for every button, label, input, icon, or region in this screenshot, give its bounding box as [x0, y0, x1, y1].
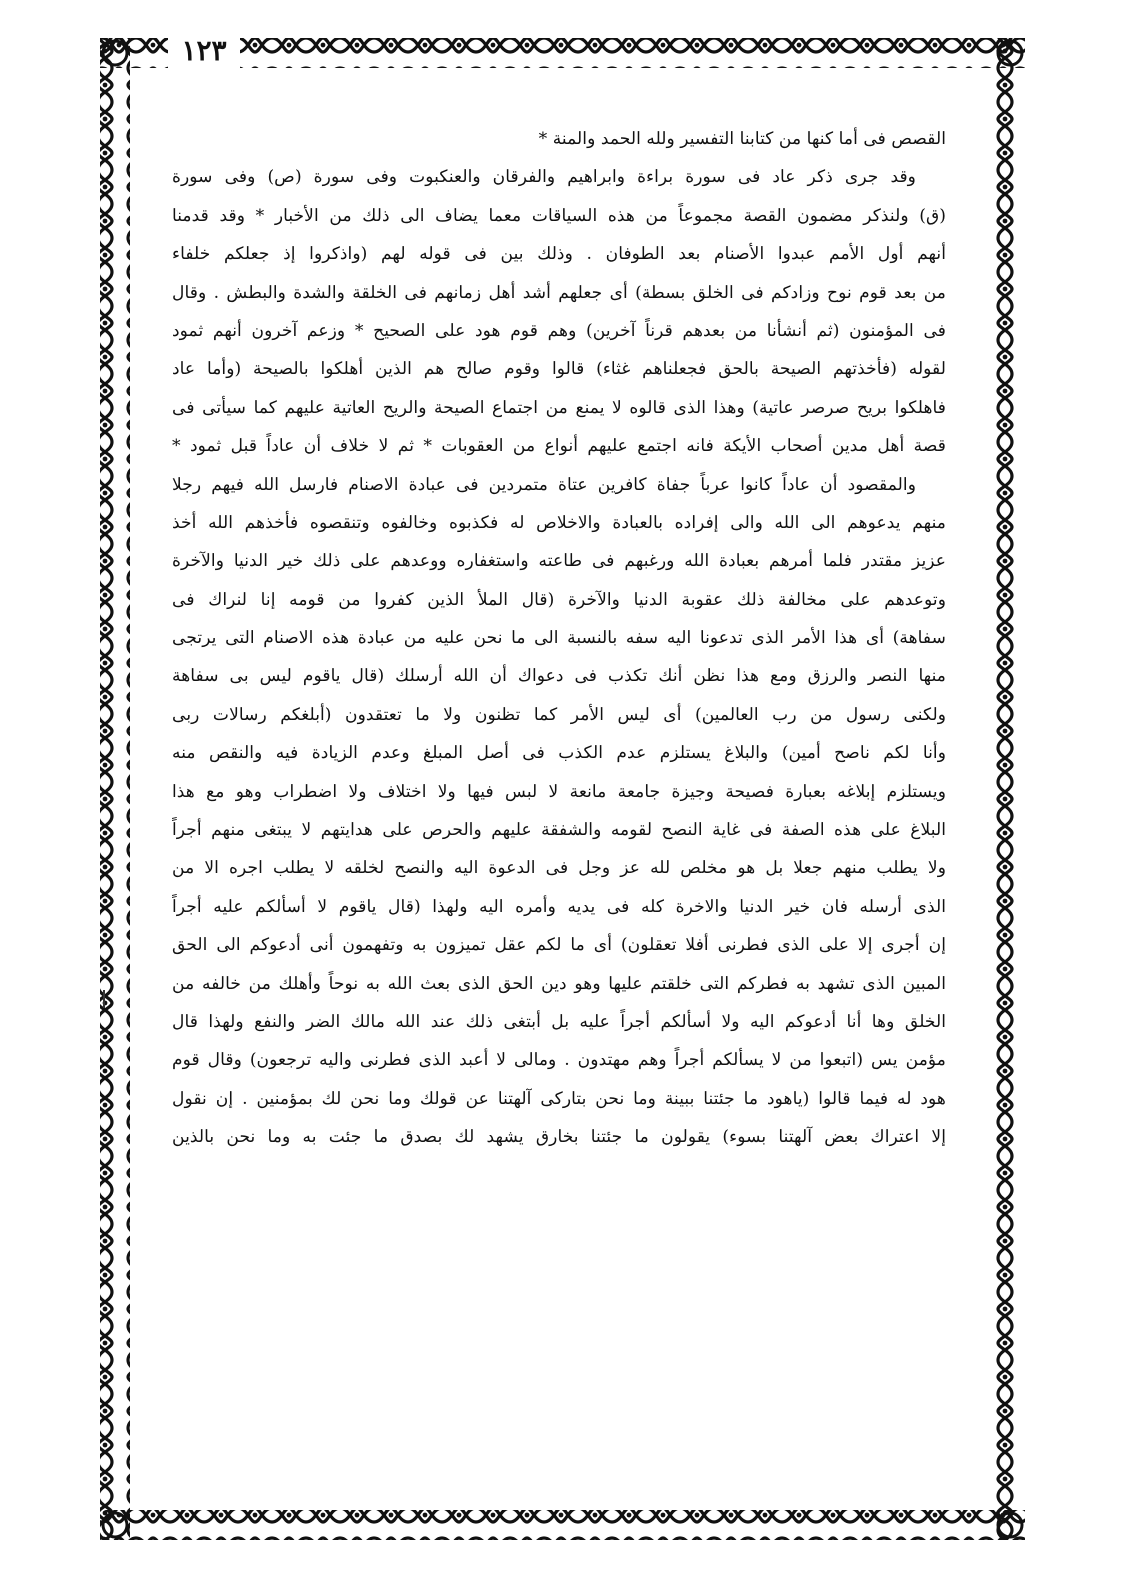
text-line: منهم يدعوهم الى الله والى إفراده بالعبادة والاخلاص له فكذبوه وخالفوه وتنقصوه فأخذهم الله أخذ — [172, 512, 946, 533]
text-line: ولكنى رسول من رب العالمين) أى ليس الأمر كما تظنون ولا ما تعتقدون (أبلغكم رسالات ربى — [172, 704, 946, 725]
text-line: إن أجرى إلا على الذى فطرنى أفلا تعقلون) أى ما لكم عقل تميزون به وتفهمون أنى أدعوكم الى الحق — [172, 935, 946, 956]
text-line: أنهم أول الأمم عبدوا الأصنام بعد الطوفان . وذلك بين فى قوله لهم (واذكروا إذ جعلكم خلفاء — [172, 244, 946, 265]
text-line: (ق) ولنذكر مضمون القصة مجموعاً من هذه السياقات معما يضاف الى ذلك من الأخبار * وقد قدمنا — [172, 205, 946, 226]
text-line: قصة أهل مدين أصحاب الأيكة فانه اجتمع عليهم أنواع من العقوبات * ثم لا خلاف أن عاداً قبل ثمود * — [172, 436, 946, 457]
page-number: ١٢٣ — [168, 32, 240, 70]
text-line: وقد جرى ذكر عاد فى سورة براءة وابراهيم والفرقان والعنكبوت وفى سورة (ص) وفى سورة — [172, 167, 916, 188]
margin-mark — [103, 990, 105, 1008]
text-line: وأنا لكم ناصح أمين) والبلاغ يستلزم عدم الكذب فى أصل المبلغ وعدم الزيادة فيه والنقص منه — [172, 743, 946, 764]
text-line: وتوعدهم على مخالفة ذلك عقوبة الدنيا والآخرة (قال الملأ الذين كفروا من قومه إنا لنراك فى — [172, 589, 946, 610]
text-line: فى المؤمنون (ثم أنشأنا من بعدهم قرناً آخرين) وهم قوم هود على الصحيح * وزعم آخرون أنهم ثمود — [172, 320, 946, 341]
text-line: فاهلكوا بريح صرصر عاتية) وهذا الذى قالوه لا يمنع من اجتماع الصيحة والريح العاتية عليهم كما سيأتى فى — [172, 397, 946, 418]
text-line: والمقصود أن عاداً كانوا عرباً جفاة كافرين عتاة متمردين فى عبادة الاصنام فارسل الله فيهم رجلا — [172, 474, 916, 495]
text-line: عزيز مقتدر فلما أمرهم بعبادة الله ورغبهم فى طاعته واستغفاره ووعدهم على ذلك خير الدنيا والآخرة — [172, 551, 946, 572]
page-text — [172, 120, 946, 1505]
text-line: مؤمن يس (اتبعوا من لا يسألكم أجراً وهم مهتدون . ومالى لا أعبد الذى فطرنى واليه ترجعون) وقال قوم — [172, 1050, 946, 1071]
text-line: ولا يطلب منهم جعلا بل هو مخلص لله عز وجل فى الدعوة اليه والنصح لخلقه لا يطلب اجره الا من — [172, 858, 946, 879]
text-line: البلاغ على هذه الصفة فى غاية النصح لقومه والشفقة عليهم والحرص على هدايتهم لا يبتغى منهم أجراً — [172, 820, 946, 841]
text-line: سفاهة) أى هذا الأمر الذى تدعونا اليه سفه بالنسبة الى ما نحن عليه من عبادة هذه الاصنام التى يرتجى — [172, 628, 946, 649]
text-line: هود له فيما قالوا (ياهود ما جئتنا ببينة وما نحن بتاركى آلهتنا عن قولك وما نحن لك بمؤمنين . إن نقول — [172, 1088, 946, 1109]
text-line: الخلق وها أنا أدعوكم اليه ولا أسألكم أجراً عليه بل أبتغى ذلك عند الله مالك الضر والنفع ولهذا قال — [172, 1011, 946, 1032]
text-line: الذى أرسله فان خير الدنيا والاخرة كله فى يديه وأمره اليه ولهذا (قال ياقوم لا أسألكم عليه أجراً — [172, 896, 946, 917]
text-line: إلا اعتراك بعض آلهتنا بسوء) يقولون ما جئتنا بخارق يشهد لك بصدق ما جئت به وما نحن بالذين — [172, 1127, 946, 1148]
text-line: منها النصر والرزق ومع هذا نظن أنك تكذب فى دعواك أن الله أرسلك (قال ياقوم ليس بى سفاهة — [172, 666, 946, 687]
text-line: المبين الذى تشهد به فطركم التى خلقتم عليها وهو دين الحق الذى بعث الله به نوحاً وأهلك من خالفه من — [172, 973, 946, 994]
text-line: من بعد قوم نوح وزادكم فى الخلق بسطة) أى جعلهم أشد أهل زمانهم فى الخلقة والشدة والبطش . وقال — [172, 282, 946, 303]
text-line: ويستلزم إبلاغه بعبارة فصيحة وجيزة جامعة مانعة لا لبس فيها ولا اختلاف ولا اضطراب وهو مع هذا — [172, 781, 946, 802]
text-line: لقوله (فأخذتهم الصيحة بالحق فجعلناهم غثاء) قالوا وقوم صالح هم الذين أهلكوا بالصيحة (وأما عاد — [172, 359, 946, 380]
text-line: القصص فى أما كنها من كتابنا التفسير ولله الحمد والمنة * — [538, 129, 946, 149]
